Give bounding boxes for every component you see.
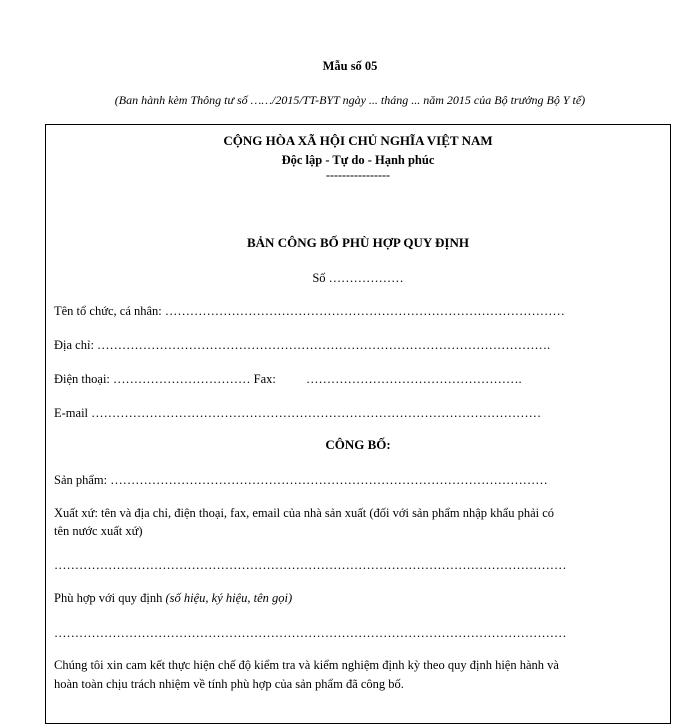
fax-dots: ……………………………………………. (306, 372, 522, 386)
regulation-hint: (số hiệu, ký hiệu, tên gọi) (165, 591, 293, 605)
dotted-fill-1: …………………………………………………………………………………………………………… (54, 558, 567, 572)
issued-note: (Ban hành kèm Thông tư số ……/2015/TT-BYT ngày ... tháng ... năm 2015 của Bộ trưởng Bộ Y tế) (114, 93, 586, 107)
motto: Độc lập - Tự do - Hạnh phúc (281, 153, 435, 167)
document-title: BẢN CÔNG BỐ PHÙ HỢP QUY ĐỊNH (247, 235, 469, 250)
origin-line-2: tên nước xuất xứ) (54, 524, 143, 538)
national-heading: CỘNG HÒA XÃ HỘI CHỦ NGHĨA VIỆT NAM (223, 133, 493, 148)
form-frame (45, 124, 671, 724)
dotted-fill-2: …………………………………………………………………………………………………………… (54, 626, 567, 640)
declare-heading: CÔNG BỐ: (325, 437, 391, 452)
document-number: Số ……………… (312, 271, 404, 285)
regulation-line (54, 590, 292, 606)
email-line: E-mail ……………………………………………………………………………………………… (54, 406, 542, 420)
phone-label: Điện thoại: …………………………… Fax: (54, 372, 276, 386)
organization-line: Tên tổ chức, cá nhân: …………………………………………………………………………………… (54, 304, 565, 318)
address-line: Địa chỉ: ………………………………………………………………………………………………. (54, 338, 551, 352)
commitment-line-1: Chúng tôi xin cam kết thực hiện chế độ kiểm tra và kiểm nghiệm định kỳ theo quy định hiện hành và (54, 658, 559, 672)
heading-divider: ---------------- (326, 168, 390, 182)
form-number: Mẫu số 05 (322, 59, 378, 73)
commitment-line-2: hoàn toàn chịu trách nhiệm về tính phù hợp của sản phẩm đã công bố. (54, 677, 404, 691)
regulation-label: Phù hợp với quy định (54, 591, 163, 605)
origin-line-1: Xuất xứ: tên và địa chỉ, điện thoại, fax, email của nhà sản xuất (đối với sản phẩm nhập khẩu phải có (54, 506, 555, 520)
product-line: Sản phẩm: …………………………………………………………………………………………… (54, 473, 548, 487)
